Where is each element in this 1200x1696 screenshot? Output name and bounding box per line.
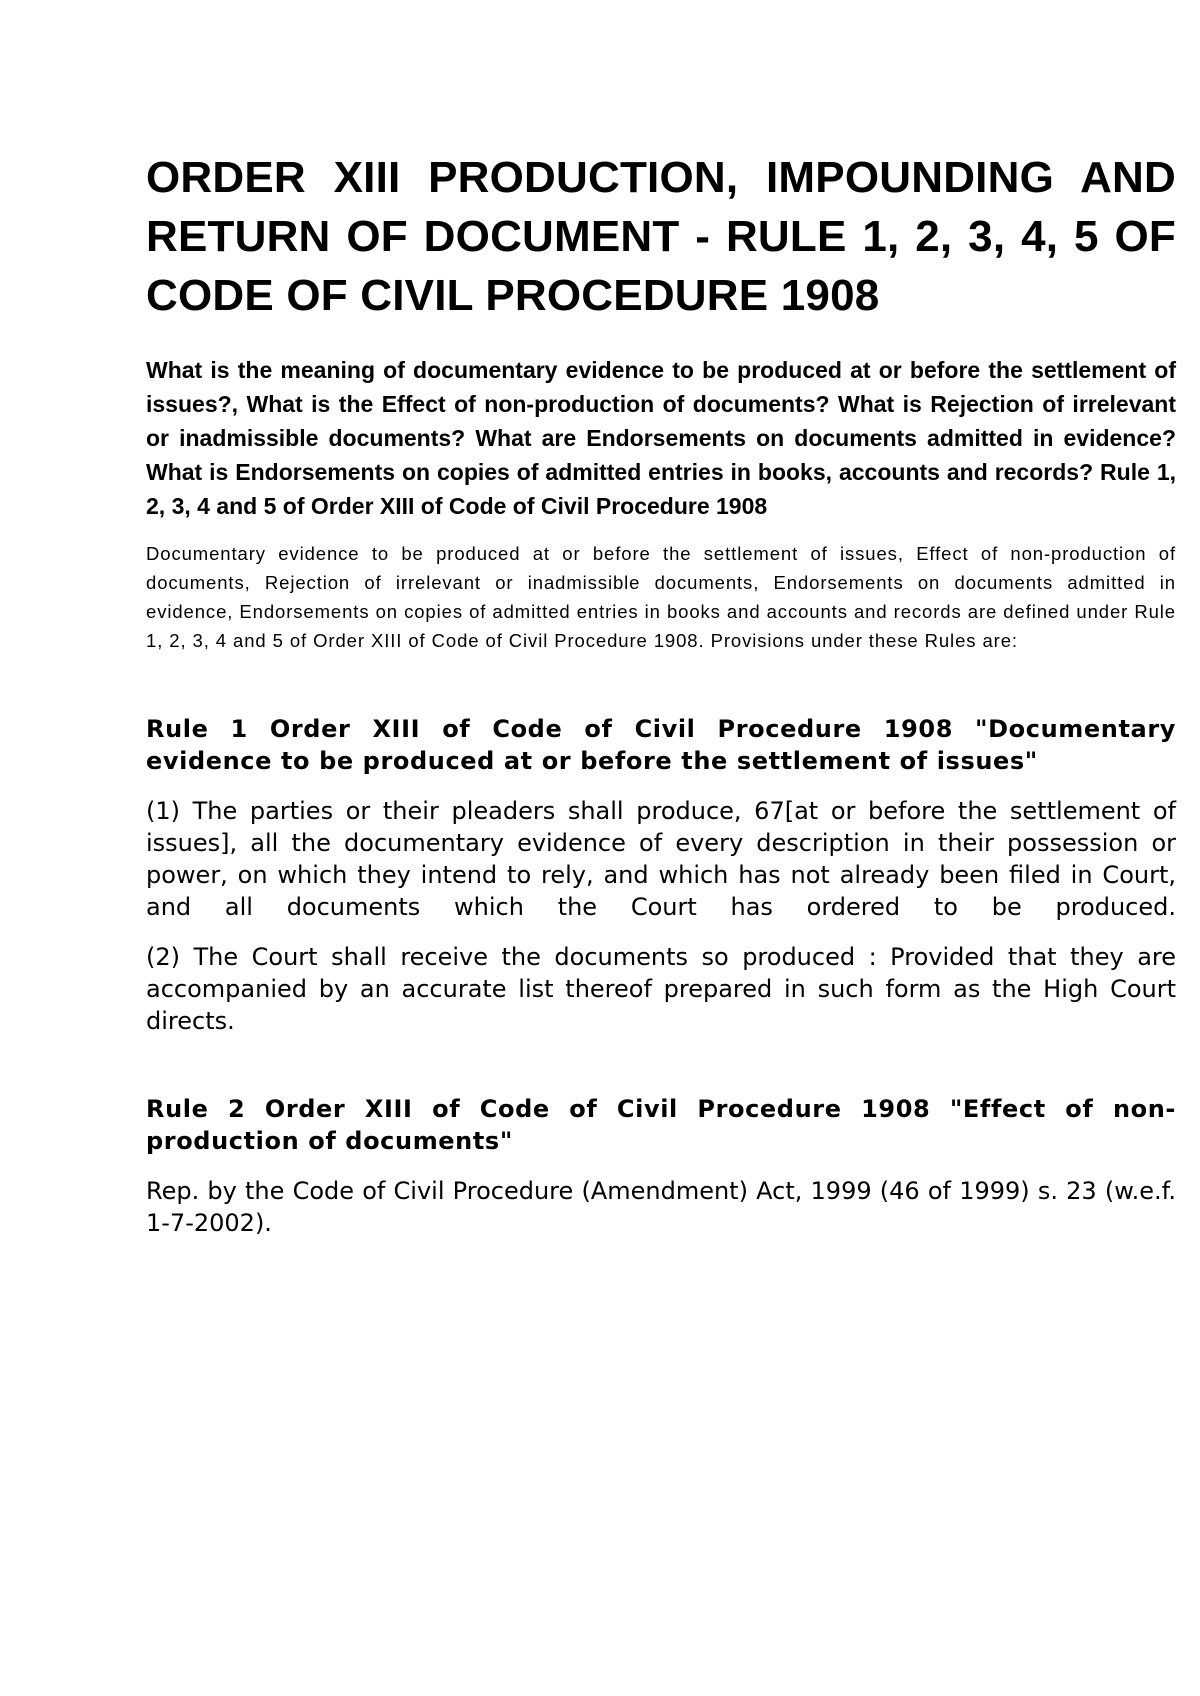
rule-2-section [146, 1093, 1176, 1239]
document-summary: What is the meaning of documentary evidence to be produced at or before the settlement of issues?, What is the Effect of non-production of documents? What is Rejection of irrelevant or inadmissible documents? What are Endorsements on documents admitted in evidence? What is Endorsements on copies of admitted entries in books, accounts and records? Rule 1, 2, 3, 4 and 5 of Order XIII of Code of Civil Procedure 1908 [146, 357, 1176, 519]
document-content [146, 148, 1176, 1239]
rule-2-paragraph-1: Rep. by the Code of Civil Procedure (Amendment) Act, 1999 (46 of 1999) s. 23 (w.e.f. 1-7-2002). [146, 1177, 1176, 1237]
document-intro: Documentary evidence to be produced at or before the settlement of issues, Effect of non-production of documents, Rejection of irrelevant or inadmissible documents, Endorsements on documents admitted in evidence, Endorsements on copies of admitted entries in books and accounts and records are defined under Rule 1, 2, 3, 4 and 5 of Order XIII of Code of Civil Procedure 1908. Provisions under these Rules are: [146, 543, 1176, 651]
rule-1-paragraph-1: (1) The parties or their pleaders shall produce, 67[at or before the settlement of issues], all the documentary evidence of every description in their possession or power, on which they intend to rely, and which has not already been filed in Court, and all documents which the Court has ordered to be produced. [146, 797, 1176, 921]
document-title: ORDER XIII PRODUCTION, IMPOUNDING AND RETURN OF DOCUMENT - RULE 1, 2, 3, 4, 5 OF CODE OF CIVIL PROCEDURE 1908 [146, 153, 1176, 320]
rule-1-paragraph-2: (2) The Court shall receive the documents so produced : Provided that they are accompanied by an accurate list thereof prepared in such form as the High Court directs. [146, 943, 1176, 1035]
rule-2-heading: Rule 2 Order XIII of Code of Civil Procedure 1908 "Effect of non-production of documents" [146, 1095, 1176, 1155]
rule-1-heading: Rule 1 Order XIII of Code of Civil Procedure 1908 "Documentary evidence to be produced at or before the settlement of issues" [146, 715, 1176, 775]
rule-1-section [146, 713, 1176, 1037]
